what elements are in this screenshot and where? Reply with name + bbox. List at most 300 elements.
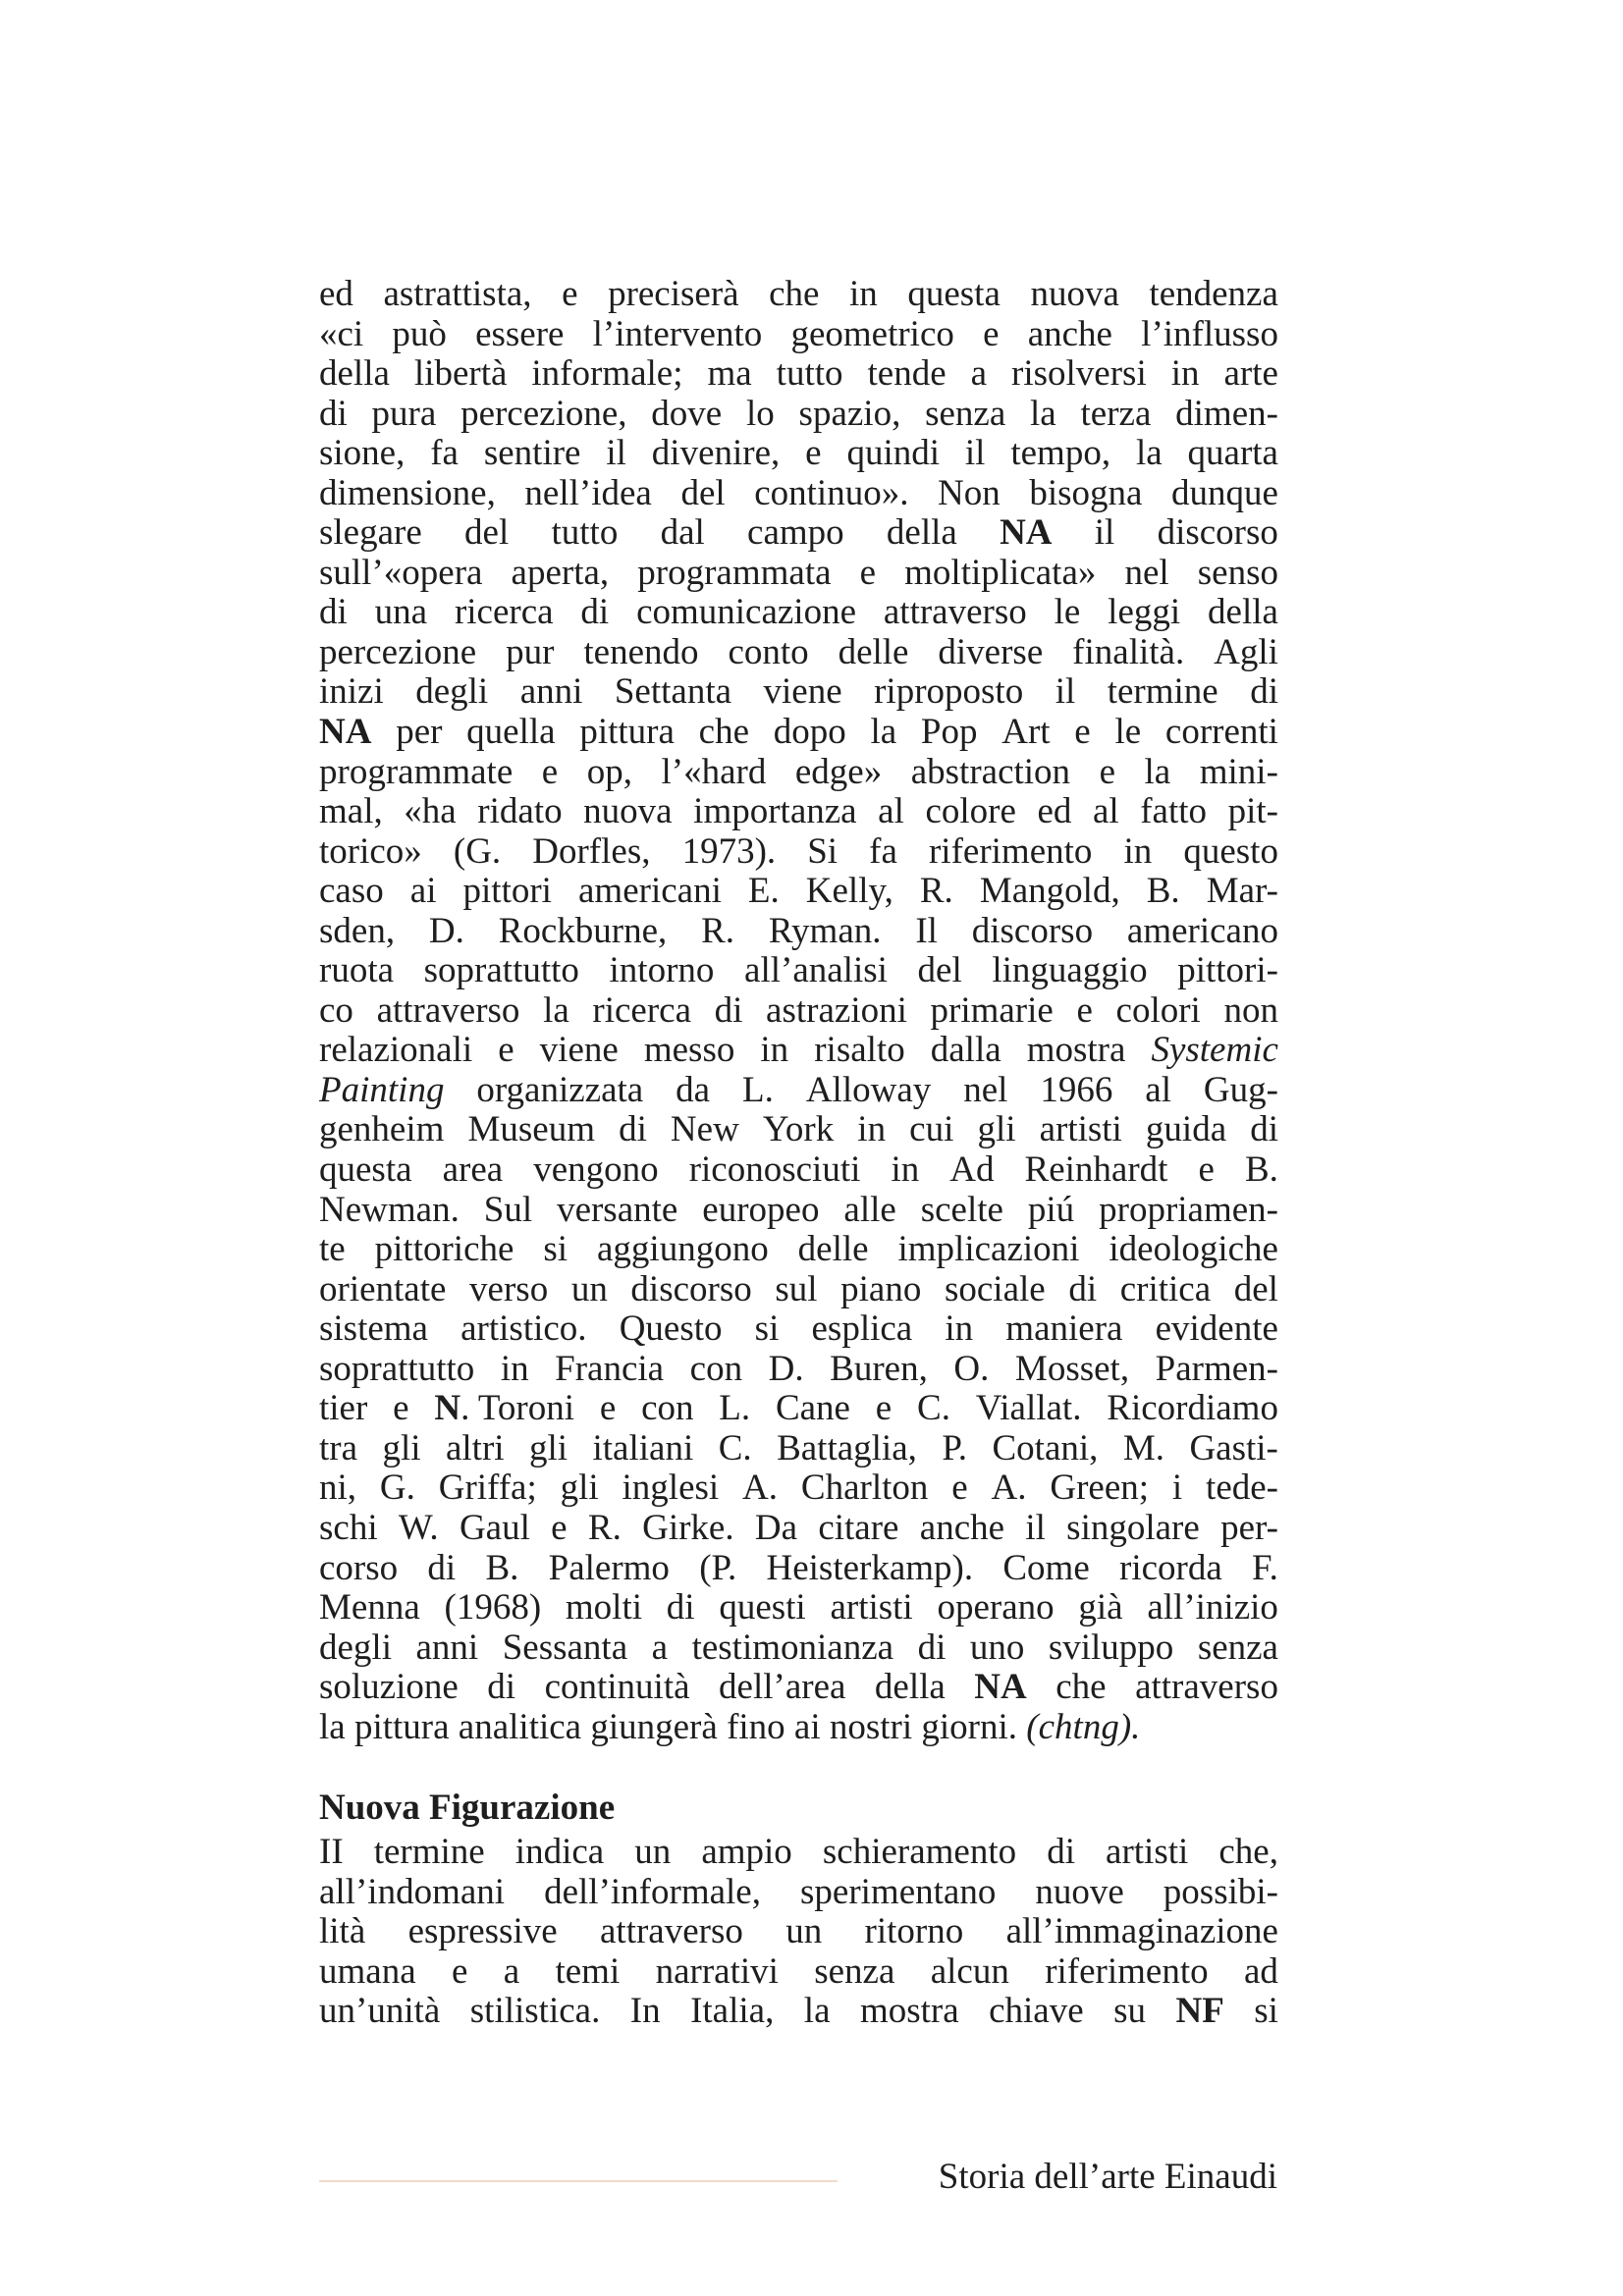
word-group	[410, 870, 437, 912]
word: della	[874, 1667, 946, 1708]
word-group	[1055, 591, 1081, 633]
text-line	[319, 1148, 1278, 1189]
text-line	[319, 1950, 1278, 1991]
word: discorso	[1157, 512, 1278, 554]
word-group	[566, 1586, 642, 1629]
word: su	[1113, 1991, 1147, 2032]
word-group	[830, 1348, 928, 1390]
word-group	[414, 352, 508, 395]
word-group	[375, 591, 427, 633]
word: questa	[319, 1149, 412, 1191]
word: di	[1047, 1832, 1075, 1873]
word: guida	[1145, 1109, 1227, 1150]
word-group	[667, 1586, 695, 1629]
word: te	[319, 1229, 346, 1270]
word: pittoriche	[374, 1229, 514, 1270]
word-group	[1000, 511, 1052, 554]
word-group	[746, 393, 775, 435]
word-group	[692, 1627, 894, 1669]
word-group	[608, 273, 739, 315]
word: narrativi	[655, 1950, 779, 1992]
word-group	[869, 830, 897, 873]
word: F.	[1252, 1547, 1278, 1588]
word: ritorno	[864, 1911, 964, 1952]
text-line	[319, 1268, 1278, 1308]
word-group	[593, 1427, 694, 1469]
word-group	[945, 1268, 1046, 1310]
word-group	[887, 511, 957, 554]
word: nuove	[1035, 1871, 1124, 1912]
word-group	[794, 1706, 821, 1748]
word-group	[727, 1706, 785, 1748]
word: e	[1076, 989, 1093, 1031]
word-group	[1005, 1308, 1122, 1350]
word: Non	[938, 472, 1001, 513]
word-group	[1218, 1831, 1278, 1873]
word-group	[1108, 591, 1180, 633]
word-group	[942, 1427, 967, 1469]
word: Sessanta	[502, 1627, 628, 1668]
footer-title: Storia dell’arte Einaudi	[938, 2157, 1277, 2197]
word-group	[795, 751, 882, 793]
word: tutto	[776, 353, 843, 395]
word: l’influsso	[1141, 313, 1278, 354]
word: discorso	[630, 1268, 752, 1309]
word-group	[707, 352, 751, 395]
word: messo	[643, 1030, 735, 1071]
word: e	[498, 1030, 514, 1071]
word-group	[551, 511, 618, 554]
word-group	[921, 1189, 1003, 1231]
word-group	[1050, 1467, 1149, 1509]
word: attraverso	[376, 989, 520, 1031]
word: di	[1250, 671, 1278, 713]
word: Si	[807, 830, 839, 872]
word: espressive	[407, 1911, 558, 1952]
word-group	[769, 910, 882, 952]
word: alle	[843, 1189, 896, 1230]
word: informale;	[531, 353, 683, 395]
word-group	[766, 989, 907, 1032]
word: soprattutto	[319, 1348, 475, 1389]
word-group	[374, 1831, 485, 1873]
word-group	[1120, 1268, 1211, 1310]
word: Ryman.	[768, 910, 882, 951]
word: ai	[409, 871, 437, 912]
word-group	[501, 1348, 529, 1390]
word: Rockburne,	[498, 910, 668, 951]
word: . Toroni	[460, 1388, 575, 1429]
word-group	[1188, 432, 1278, 474]
word-group	[503, 1627, 627, 1669]
word: R.	[587, 1507, 622, 1548]
word: versante	[557, 1189, 678, 1230]
word: B.	[1244, 1149, 1278, 1191]
word-group	[1055, 1666, 1106, 1708]
word: in	[891, 1149, 920, 1191]
text-line	[319, 1910, 1278, 1950]
word: Ad	[949, 1149, 995, 1191]
word-group	[580, 591, 609, 633]
word: e	[393, 1388, 409, 1429]
word-group	[843, 1189, 895, 1231]
text-line	[319, 1228, 1278, 1268]
word-group	[1145, 751, 1171, 793]
word-group	[1183, 830, 1278, 873]
word-group	[382, 1427, 420, 1469]
word: il	[1055, 671, 1076, 713]
word-group	[319, 870, 384, 912]
word: Mangold,	[979, 871, 1120, 912]
word-group	[562, 273, 577, 315]
word-group	[1025, 1148, 1168, 1191]
word: (P.	[699, 1547, 737, 1588]
word-group	[807, 830, 838, 873]
word-group	[870, 711, 896, 753]
word: arte	[1223, 353, 1278, 395]
word-group	[319, 670, 384, 713]
word-group	[477, 790, 562, 832]
word: giorni.	[921, 1706, 1018, 1747]
word-group	[699, 711, 749, 753]
word: spazio,	[798, 393, 901, 434]
word: evidente	[1155, 1308, 1278, 1350]
word: pura	[371, 393, 437, 434]
word-group	[1100, 751, 1115, 793]
word-group	[543, 1228, 568, 1270]
word-group	[1001, 711, 1050, 753]
word-group	[319, 1308, 428, 1350]
word: R.	[701, 910, 735, 951]
word: finalità.	[1072, 631, 1185, 672]
word-group	[929, 830, 1092, 873]
word: sviluppo	[1048, 1627, 1174, 1668]
word: pittura	[579, 712, 675, 753]
word: schi	[319, 1507, 378, 1548]
word-group	[427, 1547, 456, 1589]
word: e	[551, 1507, 568, 1548]
word-group	[1149, 273, 1277, 315]
word-group	[1177, 949, 1278, 991]
word-group	[1175, 393, 1278, 435]
word: possibi-	[1163, 1871, 1278, 1912]
word-group	[524, 472, 651, 514]
word-group	[806, 870, 893, 912]
word: da	[676, 1069, 711, 1110]
word-group	[319, 790, 383, 832]
word: orientate	[319, 1268, 447, 1309]
word-group	[561, 1467, 599, 1509]
word: e	[983, 313, 1000, 354]
word: astrattista,	[383, 274, 532, 314]
word-group	[1030, 393, 1056, 435]
word: anche	[1027, 313, 1112, 354]
word: discorso	[971, 910, 1094, 951]
text-line	[319, 1029, 1278, 1069]
word: di	[619, 1109, 647, 1150]
bold-term: NA	[1000, 512, 1053, 554]
word: Dorfles,	[532, 830, 651, 872]
word: che	[698, 712, 749, 753]
word-group	[1025, 1507, 1046, 1549]
word: Gasti-	[1189, 1427, 1278, 1468]
text-line	[319, 631, 1278, 671]
word-group	[931, 989, 1054, 1032]
word: Palermo	[548, 1547, 670, 1588]
word-group	[690, 1990, 774, 2032]
word: (G.	[453, 830, 502, 872]
text-line	[319, 790, 1278, 830]
word-group	[1171, 352, 1200, 395]
word-group	[661, 751, 766, 793]
word: questi	[719, 1587, 806, 1629]
word-group	[1156, 1308, 1278, 1350]
word: di	[917, 1627, 947, 1668]
word-group	[1175, 1990, 1223, 2032]
word-group	[319, 1108, 444, 1150]
word-group	[715, 989, 743, 1032]
word: tempo,	[1010, 433, 1111, 474]
word-group	[549, 1547, 670, 1589]
word: riferimento	[1045, 1950, 1209, 1992]
word-group	[532, 830, 650, 873]
word: ideologiche	[1109, 1229, 1278, 1270]
word: ed	[1037, 791, 1072, 832]
word-group	[1037, 790, 1071, 832]
word: relazionali	[319, 1030, 473, 1071]
word: sentire	[483, 433, 581, 474]
word: conto	[728, 631, 809, 672]
word: Griffa;	[438, 1468, 537, 1509]
word-group	[1223, 352, 1277, 395]
word: quarta	[1187, 433, 1278, 474]
word: operano	[937, 1587, 1055, 1629]
word: sul	[775, 1268, 818, 1309]
text-line	[319, 552, 1278, 592]
word: che	[1055, 1667, 1107, 1708]
word-group	[1244, 1950, 1278, 1993]
word-group	[396, 711, 442, 753]
word-group	[1119, 1547, 1222, 1589]
page-body	[319, 273, 1278, 2030]
word-group	[971, 352, 987, 395]
word: nostri	[829, 1706, 913, 1747]
word: gli	[382, 1427, 421, 1468]
word: terza	[1080, 393, 1152, 434]
word: all’indomani	[319, 1871, 506, 1912]
word: D.	[768, 1348, 804, 1389]
word-group	[1206, 1467, 1278, 1509]
word: attraverso	[883, 592, 1027, 633]
word: termine	[1107, 671, 1218, 713]
word: geometrico	[790, 313, 954, 354]
word-group	[463, 870, 552, 912]
word-group	[588, 1507, 622, 1549]
word-group	[459, 1706, 581, 1748]
paragraph-nuova-astrazione	[319, 273, 1278, 1745]
word: soprattutto	[423, 950, 579, 991]
word-group	[1081, 393, 1152, 435]
word: mal,	[319, 791, 383, 832]
word: schieramento	[822, 1832, 1017, 1873]
word-group	[1028, 313, 1112, 355]
word: di	[319, 393, 348, 434]
word: del	[1233, 1268, 1278, 1309]
word-group	[1200, 751, 1278, 793]
word: anni	[415, 1627, 479, 1668]
word-group	[319, 1467, 356, 1509]
word: vengono	[533, 1149, 659, 1191]
word-group	[1011, 352, 1147, 395]
text-line	[319, 1990, 1278, 2030]
word-group	[1245, 1148, 1278, 1191]
word: Cane	[775, 1388, 850, 1429]
text-line	[319, 1706, 1278, 1746]
word: altri	[445, 1427, 505, 1468]
word-group	[1228, 790, 1278, 832]
word: tende	[867, 353, 947, 395]
word: dell’area	[719, 1667, 846, 1708]
word-group	[1145, 1069, 1171, 1111]
word: ricorda	[1119, 1547, 1222, 1588]
word: diverse	[938, 631, 1044, 672]
word-group	[918, 1627, 947, 1669]
word-group	[849, 273, 878, 315]
word-group	[921, 1706, 1017, 1748]
word-group	[701, 1831, 791, 1873]
word-group	[744, 949, 888, 991]
word-group	[965, 432, 986, 474]
word-group	[1135, 1666, 1278, 1708]
word-group	[925, 790, 1015, 832]
word-group	[319, 1831, 344, 1873]
word-group	[976, 1387, 1082, 1429]
word-group	[860, 552, 876, 594]
word-group	[878, 790, 904, 832]
word-group	[354, 1706, 450, 1748]
word: Menna	[319, 1587, 420, 1629]
word-group	[504, 1950, 519, 1993]
word-group	[980, 870, 1120, 912]
word-group	[953, 1348, 989, 1390]
word: si	[1254, 1991, 1278, 2032]
word-group	[392, 313, 447, 355]
word: in	[857, 1109, 887, 1150]
word-group	[963, 1069, 1007, 1111]
word: ai	[793, 1706, 821, 1747]
word: dell’informale,	[544, 1871, 761, 1912]
word: con	[689, 1348, 743, 1389]
word: in	[1170, 353, 1200, 395]
word: già	[1078, 1587, 1123, 1629]
word-group	[467, 1108, 595, 1150]
word-group	[319, 1148, 412, 1191]
word-group	[1208, 591, 1278, 633]
word-group	[1198, 552, 1278, 594]
word-group	[470, 1990, 601, 2032]
word-group	[319, 711, 371, 753]
word-group	[642, 1507, 734, 1549]
word: della	[1208, 592, 1278, 633]
word: risalto	[814, 1030, 905, 1071]
word-group	[764, 670, 842, 713]
word-group	[540, 1029, 619, 1071]
word: Art	[1001, 712, 1051, 753]
word: area	[442, 1149, 504, 1191]
word: di	[714, 989, 743, 1031]
word: nuova	[1030, 274, 1119, 314]
word-group	[460, 393, 626, 435]
word-group	[874, 670, 1023, 713]
word-group	[439, 1467, 537, 1509]
word-group	[460, 1308, 586, 1350]
word: in	[500, 1348, 529, 1389]
word: Kelly,	[805, 871, 893, 912]
word-group	[637, 552, 831, 594]
text-line	[319, 830, 1278, 871]
word: continuo».	[754, 472, 909, 513]
word: ed	[319, 274, 353, 314]
word: York	[762, 1109, 835, 1150]
word: sperimentano	[800, 1871, 997, 1912]
word-group	[1029, 472, 1142, 514]
word: delle	[797, 1229, 869, 1270]
word-group	[520, 670, 583, 713]
word: stilistica.	[469, 1991, 601, 2032]
word: si	[543, 1229, 568, 1270]
word: quindi	[846, 433, 941, 474]
word: sione,	[319, 433, 406, 474]
word: scelte	[920, 1189, 1003, 1230]
word: Pop	[920, 712, 978, 753]
word-group	[925, 393, 1005, 435]
word-group	[593, 313, 763, 355]
word-group	[583, 631, 698, 673]
word: degli	[319, 1627, 392, 1668]
word: il	[964, 433, 986, 474]
word-group	[748, 870, 780, 912]
word-group	[529, 1427, 568, 1469]
word-group	[1078, 1586, 1122, 1629]
word-group	[774, 711, 846, 753]
word: un	[634, 1832, 672, 1873]
word: attraverso	[600, 1911, 743, 1952]
word: sull’«opera	[319, 552, 483, 593]
bold-term: NA	[319, 712, 372, 753]
word-group	[830, 1586, 912, 1629]
word-group	[1252, 1547, 1278, 1589]
word: inglesi	[622, 1468, 720, 1509]
word: che,	[1218, 1832, 1278, 1873]
word: Questo	[619, 1308, 723, 1350]
word: Gug-	[1203, 1069, 1278, 1110]
word: a	[970, 353, 988, 395]
word: fino	[727, 1706, 785, 1747]
word-group	[719, 1387, 750, 1429]
word-group	[1093, 790, 1119, 832]
word-group	[319, 989, 353, 1032]
word-group	[839, 631, 909, 673]
word: in	[849, 274, 878, 314]
word-group	[884, 591, 1027, 633]
word: «ci	[319, 313, 364, 354]
word: al	[878, 791, 904, 832]
word-group	[951, 1467, 967, 1509]
word: astrazioni	[766, 989, 907, 1031]
word-group	[804, 1990, 831, 2032]
word-group	[1047, 1831, 1075, 1873]
word: il	[1025, 1507, 1046, 1548]
